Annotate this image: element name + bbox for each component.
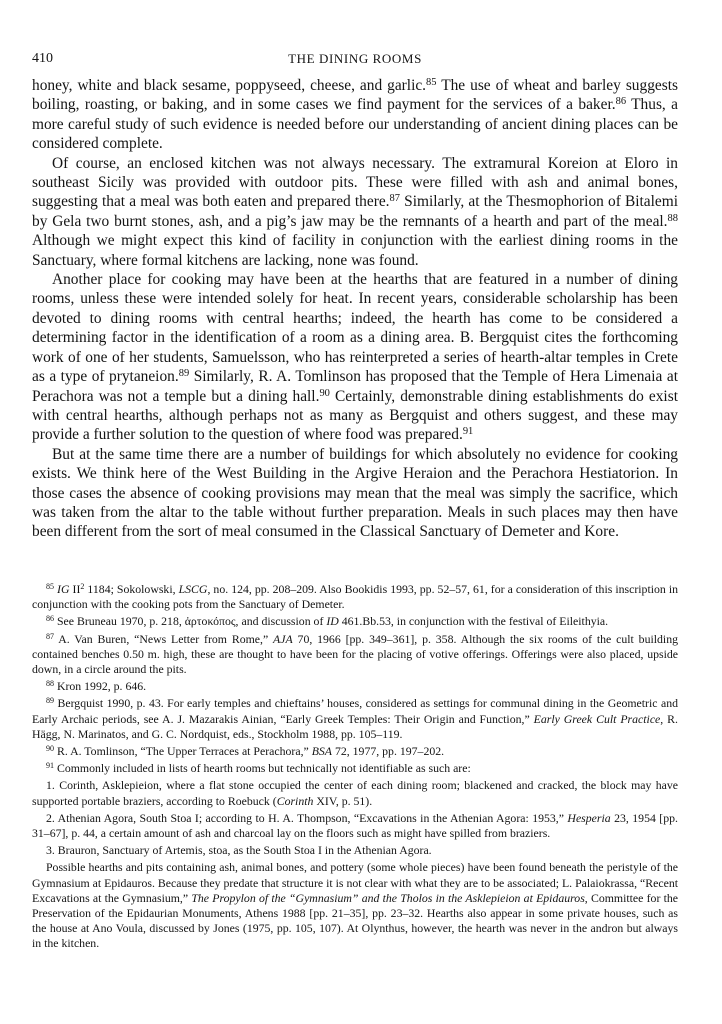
page-number: 410 <box>32 51 53 66</box>
footnote-ref[interactable]: 85 <box>426 76 437 88</box>
main-text <box>32 76 678 542</box>
footnote-number: 86 <box>46 614 55 624</box>
paragraph: Of course, an enclosed kitchen was not always necessary. The extramural Koreion at Eloro in southeast Sicily was provided with outdoor pits. These were filled with ash and animal bones, suggesting that a meal was both eaten and prepared there.$^{87}$ Similarly, at the Thesmophorion of Bitalemi by Gela two burnt stones, ash, and a pig’s jaw may be the remnants of a hearth and part of the meal.$^{88}$ Although we might expect this kind of facility in conjunction with the earliest dining rooms in the Sanctuary, where formal kitchens are lacking, none was found. <box>32 154 678 269</box>
footnote-86: $^{86}$ See Bruneau 1970, p. 218, ἀρτοκόπος, and discussion of ID 461.Bb.53, in conjunction with the festival of Eileithyia. <box>46 614 609 629</box>
footnote-90: $^{90}$ R. A. Tomlinson, “The Upper Terraces at Perachora,” BSA 72, 1977, pp. 197–202. <box>46 744 445 759</box>
footnote-91: $^{91}$ Commonly included in lists of hearth rooms but technically not identifiable as such are: <box>46 761 471 776</box>
footnote-91-item-1: 1. Corinth, Asklepieion, where a flat stone occupied the center of each dining room; blackened and cracked, the block may have supported portable braziers, according to Roebuck (Corinth XIV, p. 51). <box>32 778 678 808</box>
footnote-number: 87 <box>46 631 55 641</box>
paragraph: honey, white and black sesame, poppyseed, cheese, and garlic.$^{85}$ The use of wheat and barley suggests boiling, roasting, or baking, and in some cases we find payment for the services of a baker.$^{86}$ Thus, a more careful study of such evidence is needed before our understanding of ancient dining places can be considered complete. <box>32 76 678 153</box>
footnote-number: 85 <box>46 582 55 591</box>
footnote-89: $^{89}$ Bergquist 1990, p. 43. For early temples and chieftains’ houses, considered as settings for communal dining in the Geometric and Early Archaic periods, see A. J. Mazarakis Ainian, “Early Greek Temples: Their Origin and Function,” Early Greek Cult Practice, R. Hägg, N. Marinatos, and G. C. Nordquist, eds., Stockholm 1988, pp. 105–119. <box>32 696 678 741</box>
footnote-number: 90 <box>46 744 55 754</box>
footnote-ref[interactable]: 91 <box>462 426 474 438</box>
footnote-88: $^{88}$ Kron 1992, p. 646. <box>46 679 147 694</box>
footnotes <box>32 582 678 952</box>
footnote-91-item-3: 3. Brauron, Sanctuary of Artemis, stoa, as the South Stoa I in the Athenian Agora. <box>46 843 432 858</box>
footnote-85: $^{85}$ IG $II^2$ 1184; Sokolowski, LSCG, no. 124, pp. 208–209. Also Bookidis 1993, pp. 52–57, 61, for a consideration of this inscription in conjunction with the cooking pots from the Sanctuary of Demeter. <box>32 582 679 612</box>
running-title: THE DINING ROOMS <box>288 51 422 66</box>
footnote-ref[interactable]: 90 <box>319 387 330 399</box>
footnote-ref[interactable]: 86 <box>615 96 627 108</box>
footnote-ref[interactable]: 89 <box>178 367 190 379</box>
footnote-91-item-2: 2. Athenian Agora, South Stoa I; according to H. A. Thompson, “Excavations in the Athenian Agora: 1953,” Hesperia 23, 1954 [pp. 31–67], p. 44, a certain amount of ash and charcoal lay on the floors such as might have spilled from braziers. <box>32 810 678 841</box>
footnote-ref[interactable]: 88 <box>667 212 678 224</box>
page-header <box>32 51 678 71</box>
footnote-number: 91 <box>46 761 55 771</box>
footnote-ref[interactable]: 87 <box>389 193 400 205</box>
footnote-87: $^{87}$ A. Van Buren, “News Letter from Rome,” AJA 70, 1966 [pp. 349–361], p. 358. Although the six rooms of the cult building contained benches 0.50 m. high, these are thought to have been for the placing of votive offerings. Offerings were also placed, upside down, in a circle around the pits. <box>32 631 678 677</box>
paragraph: Another place for cooking may have been at the hearths that are featured in a number of dining rooms, unless these were intended solely for heat. In recent years, considerable scholarship has been devoted to dining rooms with central hearths; indeed, the hearth has come to be considered a determining factor in the identification of a room as a dining area. B. Bergquist cites the forthcoming work of one of her students, Samuelsson, who has reinterpreted a series of hearth-altar temples in Crete as a type of prytaneion.$^{89}$ Similarly, R. A. Tomlinson has proposed that the Temple of Hera Limenaia at Perachora was not a temple but a dining hall.$^{90}$ Certainly, demonstrable dining establishments do exist with central hearths, although perhaps not as many as Bergquist and others suggest, and these may provide a further solution to the question of where food was prepared.$^{91}$ <box>32 271 678 444</box>
footnote-number: 88 <box>46 679 55 689</box>
footnote-91-continuation: Possible hearths and pits containing ash, animal bones, and pottery (some whole pieces) have been found beneath the peristyle of the Gymnasium at Epidauros. Because they predate that structure it is not clear with what they are to be associated; L. Palaiokrassa, “Recent Excavations at the Gymnasium,” The Propylon of the “Gymnasium” and the Tholos in the Asklepieion at Epidauros, Committee for the Preservation of the Epidaurian Monuments, Athens 1988 [pp. 21–35], pp. 23–32. Hearths also appear in some private houses, such as the house at Ano Voula, discussed by Jones (1975, pp. 105, 107). At Olynthus, however, the hearth was never in the andron but always in the kitchen. <box>32 860 679 951</box>
footnote-number: 89 <box>46 696 55 706</box>
paragraph: But at the same time there are a number of buildings for which absolutely no evidence for cooking exists. We think here of the West Building in the Argive Heraion and the Perachora Hestiatorion. In those cases the absence of cooking provisions may mean that the meal was simply the sacrifice, which was taken from the altar to the table without further preparation. Meals in such places may then have been different from the sort of meal consumed in the Classical Sanctuary of Demeter and Kore. <box>32 445 678 541</box>
